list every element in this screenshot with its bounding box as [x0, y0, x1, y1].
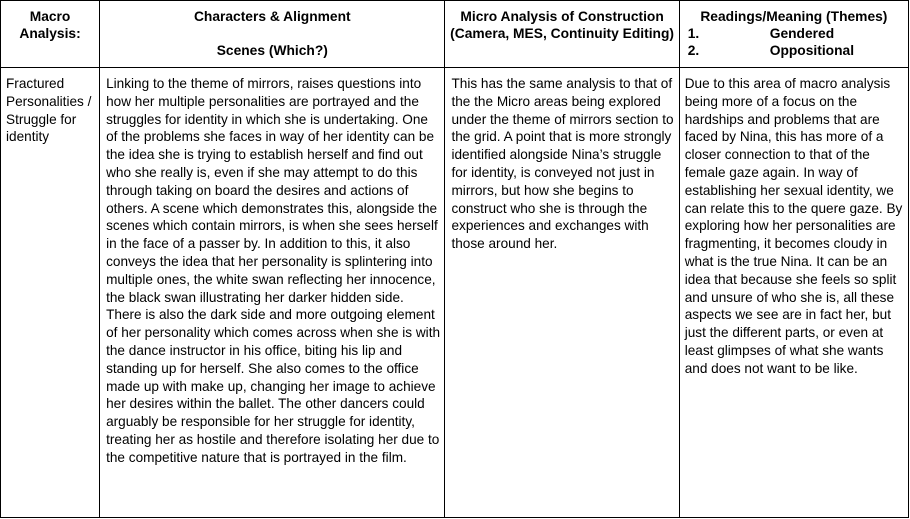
- header-readings-meaning: [679, 1, 908, 68]
- header-macro-label: Macro Analysis:: [19, 9, 81, 41]
- header-row: [1, 1, 909, 68]
- table-row: [1, 68, 909, 518]
- cell-characters: [100, 68, 445, 518]
- characters-text: Linking to the theme of mirrors, raises questions into how her multiple personalities are portrayed and the struggles for identity in which she is undertaking. One of the problems she faces in way of her identity can be the idea she is trying to establish herself and find out who she really is, even if she may attempt to do this through taking on board the desires and actions of others. A scene which demonstrates this, alongside the scenes which contain mirrors, is when she sees herself in the face of a passer by. In addition to this, it also conveys the idea that her personality is splintering into multiple ones, the white swan reflecting her innocence, the black swan illustrating her darker hidden side. There is also the dark side and more outgoing element of her personality which comes across when she is with the dance instructor in his office, biting his lip and standing up for herself. She also comes to the office made up with make up, changing her image to achieve her desires within the ballet. The other dancers could arguably be responsible for her struggle for identity, treating her as hostile and therefore isolating her due to the competitive nature that is portrayed in the film.: [106, 76, 441, 465]
- header-characters-alignment: [100, 1, 445, 68]
- cell-readings: [679, 68, 908, 518]
- header-characters-title: Characters & Alignment: [193, 9, 351, 24]
- micro-text: This has the same analysis to that of the the Micro areas being explored under the theme of mirrors section to the grid. A point that is more strongly identified alongside Nina’s struggle for identity, is conveyed not just in mirrors, but how she begins to construct who she is through the experiences and exchanges with those around her.: [451, 76, 674, 252]
- header-scenes-subtitle: Scenes (Which?): [216, 43, 328, 58]
- header-readings-title: Readings/Meaning (Themes): [700, 9, 888, 24]
- header-micro-label: Micro Analysis of Construction (Camera, MES, Continuity Editing): [450, 9, 674, 41]
- cell-micro: [445, 68, 679, 518]
- header-macro-analysis: [1, 1, 100, 68]
- macro-text: Fractured Personalities / Struggle for identity: [6, 76, 92, 145]
- readings-item-number: 1.: [687, 26, 700, 41]
- readings-list-item: [684, 42, 904, 59]
- readings-text: Due to this area of macro analysis being more of a focus on the hardships and problems that are faced by Nina, this has more of a closer connection to that of the female gaze again. In way of establishing her sexual identity, we can relate this to the quere gaze. By exploring how her personalities are fragmenting, it becomes cloudy in what is the true Nina. It can be an idea that because she feels so split and unsure of who she is, all these aspects we see are in fact her, but just the different parts, or even at least glimpses of what she wants and does not want to be like.: [684, 76, 903, 376]
- cell-macro: [1, 68, 100, 518]
- readings-item-label: Oppositional: [769, 43, 855, 58]
- readings-item-label: Gendered: [769, 26, 835, 41]
- readings-list: [684, 25, 904, 59]
- readings-list-item: [684, 25, 904, 42]
- header-micro-analysis: [445, 1, 679, 68]
- readings-item-number: 2.: [687, 43, 700, 58]
